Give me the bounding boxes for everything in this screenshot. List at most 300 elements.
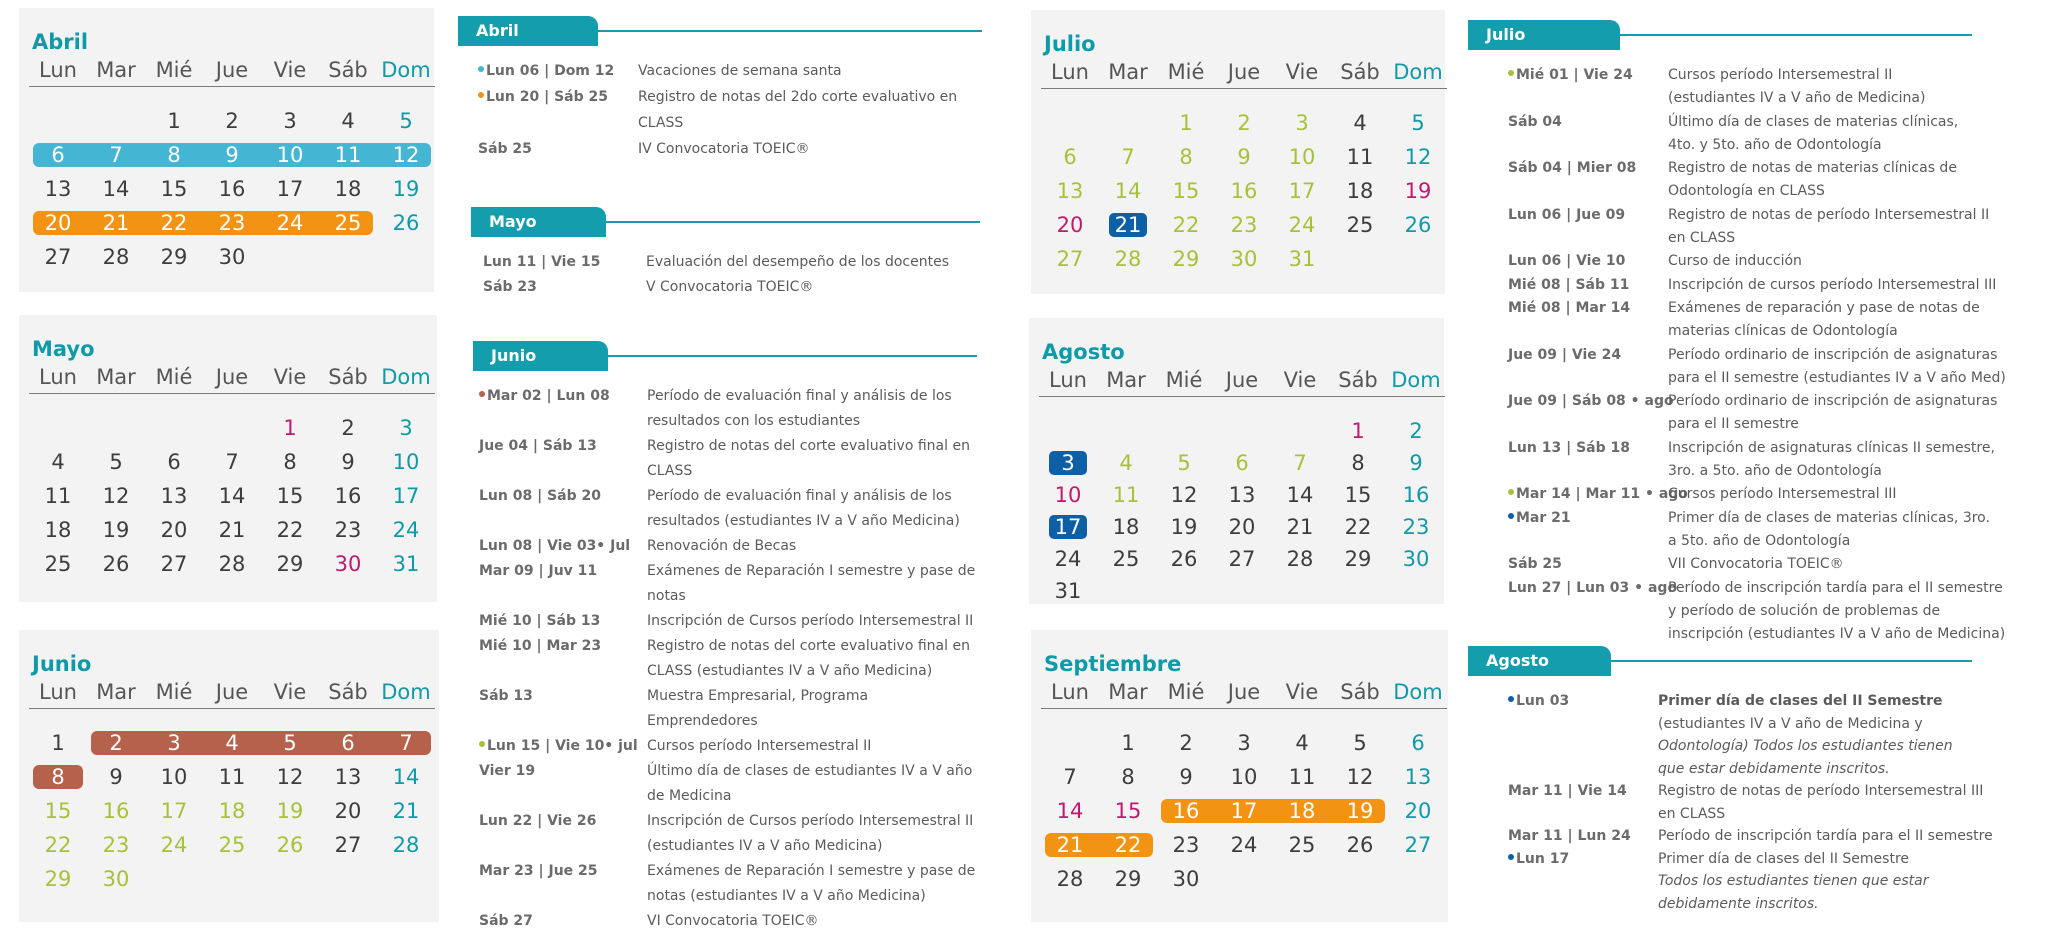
event-text: Primer día de clases del II Semestre (1658, 693, 1943, 709)
day-22: 22 (160, 211, 188, 235)
event-date-text: Jue 09 | Vie 24 (1508, 346, 1622, 363)
event-date (479, 735, 638, 758)
day-3: 3 (399, 416, 413, 440)
day-empty (261, 240, 319, 274)
event-date (1508, 297, 1630, 320)
day-13: 13 (44, 177, 72, 201)
day-21: 21 (392, 799, 420, 823)
day-4: 4 (1353, 111, 1367, 135)
day-6: 6 (167, 450, 181, 474)
weekday-0: Lun (1051, 60, 1089, 84)
day-4: 4 (225, 731, 239, 755)
event-text: Último día de clases de estudiantes IV a V año (647, 763, 973, 779)
weekday-1: Mar (1108, 60, 1148, 84)
day-10: 10 (1288, 145, 1316, 169)
calendar-grid (1041, 726, 1447, 896)
day-25: 25 (1346, 213, 1374, 237)
day-empty (1331, 242, 1389, 276)
day-30: 30 (218, 245, 246, 269)
event-date-text: Sáb 25 (478, 141, 532, 157)
day-26: 26 (276, 833, 304, 857)
day-10: 10 (276, 143, 304, 167)
event-text: en CLASS (1668, 230, 1736, 247)
section-rule (602, 355, 977, 357)
bullet-dot (1508, 696, 1514, 702)
event-date-text: Sáb 25 (1508, 556, 1562, 573)
event-date (479, 910, 533, 933)
weekday-1: Mar (1108, 680, 1148, 704)
event-text: VI Convocatoria TOEIC® (647, 913, 819, 929)
event-text: Primer día de clases de materias clínicas, 3ro. (1668, 509, 1990, 526)
day-3: 3 (283, 109, 297, 133)
event-text: Registro de notas del corte evaluativo final en (647, 638, 970, 654)
day-7: 7 (399, 731, 413, 755)
day-5: 5 (1177, 451, 1191, 475)
calendar-mayo (19, 315, 437, 602)
day-12: 12 (1170, 483, 1198, 507)
calendar-title: Junio (32, 652, 92, 676)
section-julio (1468, 20, 2006, 643)
event-text: Evaluación del desempeño de los docentes (646, 254, 949, 270)
weekday-header (1041, 60, 1447, 89)
day-28: 28 (1286, 547, 1314, 571)
day-22: 22 (1114, 833, 1142, 857)
section-agosto (1468, 646, 1993, 912)
day-empty (29, 104, 87, 138)
day-25: 25 (334, 211, 362, 235)
day-18: 18 (1346, 179, 1374, 203)
event-date (1508, 825, 1631, 848)
event-date (479, 485, 601, 508)
day-empty (1041, 726, 1099, 760)
day-empty (1271, 414, 1329, 446)
day-8: 8 (283, 450, 297, 474)
event-date-text: Lun 22 | Vie 26 (479, 813, 597, 829)
weekday-2: Mié (155, 58, 193, 82)
day-4: 4 (51, 450, 65, 474)
day-28: 28 (1114, 247, 1142, 271)
day-empty (1097, 414, 1155, 446)
day-empty (1041, 106, 1099, 140)
weekday-5: Sáb (328, 365, 368, 389)
weekday-header (29, 680, 435, 709)
day-10: 10 (1230, 765, 1258, 789)
day-empty (1329, 574, 1387, 606)
event-date-text: Sáb 04 (1508, 113, 1562, 130)
event-date (479, 685, 533, 708)
event-date-text: Lun 27 | Lun 03 • ago (1508, 579, 1678, 596)
event-date-text: Mié 10 | Sáb 13 (479, 613, 601, 629)
weekday-header (1041, 680, 1447, 709)
event-date-text: Mar 11 | Vie 14 (1508, 783, 1627, 799)
day-1: 1 (1179, 111, 1193, 135)
event-date (479, 560, 597, 583)
day-22: 22 (44, 833, 72, 857)
day-1: 1 (1351, 419, 1365, 443)
day-5: 5 (283, 731, 297, 755)
weekday-3: Jue (1227, 60, 1261, 84)
event-date-text: Mié 10 | Mar 23 (479, 638, 602, 654)
day-20: 20 (44, 211, 72, 235)
event-text: 3ro. a 5to. año de Odontología (1668, 463, 1882, 480)
day-13: 13 (1404, 765, 1432, 789)
day-18: 18 (1112, 515, 1140, 539)
event-date (478, 86, 608, 109)
weekday-4: Vie (273, 58, 307, 82)
day-7: 7 (1063, 765, 1077, 789)
event-text: Odontología en CLASS (1668, 183, 1825, 200)
event-date (479, 760, 535, 783)
day-empty (377, 862, 435, 896)
event-text: de Medicina (647, 788, 732, 804)
event-date-text: Mar 02 | Lun 08 (487, 388, 610, 404)
weekday-0: Lun (1049, 368, 1087, 392)
day-3: 3 (1039, 446, 1097, 478)
event-date-text: Lun 08 | Sáb 20 (479, 488, 601, 504)
day-16: 16 (1230, 179, 1258, 203)
day-29: 29 (44, 867, 72, 891)
event-text: Período de evaluación final y análisis de los (647, 388, 952, 404)
day-7: 7 (1293, 451, 1307, 475)
day-21: 21 (218, 518, 246, 542)
day-22: 22 (1344, 515, 1372, 539)
day-28: 28 (102, 245, 130, 269)
weekday-1: Mar (96, 58, 136, 82)
event-text: en CLASS (1658, 805, 1726, 822)
calendar-title: Abril (32, 30, 89, 54)
day-14: 14 (392, 765, 420, 789)
day-5: 5 (109, 450, 123, 474)
calendar-abril (19, 8, 434, 292)
event-text: debidamente inscritos. (1658, 895, 1819, 912)
day-15: 15 (44, 799, 72, 823)
day-25: 25 (218, 833, 246, 857)
day-1: 1 (167, 109, 181, 133)
day-11: 11 (1288, 765, 1316, 789)
day-13: 13 (1056, 179, 1084, 203)
event-date (1508, 64, 1633, 87)
day-empty (87, 104, 145, 138)
event-date-text: Mar 14 | Mar 11 • ago (1516, 486, 1688, 503)
day-16: 16 (218, 177, 246, 201)
section-title: Agosto (1468, 646, 1611, 676)
event-text: Período ordinario de inscripción de asignaturas (1668, 393, 1998, 410)
event-date (478, 60, 614, 83)
day-24: 24 (160, 833, 188, 857)
weekday-6: Dom (1393, 680, 1443, 704)
day-13: 13 (1228, 483, 1256, 507)
day-20: 20 (334, 799, 362, 823)
day-7: 7 (109, 143, 123, 167)
event-text: VII Convocatoria TOEIC® (1668, 556, 1844, 573)
day-12: 12 (102, 484, 130, 508)
day-12: 12 (1404, 145, 1432, 169)
weekday-1: Mar (1106, 368, 1146, 392)
event-date (479, 610, 600, 633)
day-14: 14 (102, 177, 130, 201)
day-31: 31 (392, 552, 420, 576)
section-junio (473, 341, 993, 931)
day-15: 15 (1172, 179, 1200, 203)
event-date-text: Lun 06 | Vie 10 (1508, 253, 1626, 270)
event-text: notas (estudiantes IV a V año Medicina) (647, 888, 926, 904)
event-text: Último día de clases de materias clínicas, (1668, 113, 1959, 130)
day-27: 27 (334, 833, 362, 857)
event-text: CLASS (647, 463, 693, 479)
weekday-6: Dom (1391, 368, 1441, 392)
day-5: 5 (1411, 111, 1425, 135)
day-29: 29 (1172, 247, 1200, 271)
day-29: 29 (1114, 867, 1142, 891)
event-date-text: Sáb 27 (479, 913, 533, 929)
day-23: 23 (1172, 833, 1200, 857)
weekday-header (29, 365, 435, 394)
weekday-3: Jue (1227, 680, 1261, 704)
event-date-text: Mar 21 (1516, 509, 1571, 526)
event-text: Inscripción de cursos período Intersemestral III (1668, 276, 1997, 293)
event-date (1508, 577, 1677, 600)
event-date (479, 635, 601, 658)
event-text: Cursos período Intersemestral II (1668, 67, 1893, 83)
day-empty (377, 240, 435, 274)
day-8: 8 (51, 765, 65, 789)
event-date-text: Lun 13 | Sáb 18 (1508, 439, 1630, 456)
day-18: 18 (1288, 799, 1316, 823)
event-date (479, 810, 596, 833)
day-19: 19 (392, 177, 420, 201)
day-14: 14 (218, 484, 246, 508)
day-11: 11 (218, 765, 246, 789)
calendar-title: Julio (1044, 32, 1096, 56)
day-9: 9 (1179, 765, 1193, 789)
event-date-text: Lun 06 | Dom 12 (486, 63, 615, 79)
day-22: 22 (1172, 213, 1200, 237)
day-20: 20 (160, 518, 188, 542)
event-text: Período de inscripción tardía para el II semestre (1658, 828, 1993, 844)
day-empty (1039, 414, 1097, 446)
day-6: 6 (1063, 145, 1077, 169)
day-9: 9 (109, 765, 123, 789)
calendar-title: Septiembre (1044, 652, 1182, 676)
day-29: 29 (276, 552, 304, 576)
event-date-text: Sáb 04 | Mier 08 (1508, 160, 1637, 177)
weekday-1: Mar (96, 680, 136, 704)
day-26: 26 (1404, 213, 1432, 237)
section-title: Julio (1468, 20, 1620, 50)
event-date (479, 535, 630, 558)
day-3: 3 (167, 731, 181, 755)
event-text: Exámenes de reparación y pase de notas de (1668, 300, 1980, 316)
event-text: Renovación de Becas (647, 538, 797, 554)
calendar-agosto (1029, 318, 1444, 604)
day-22: 22 (276, 518, 304, 542)
event-date-text: Mié 01 | Vie 24 (1516, 67, 1633, 83)
day-28: 28 (392, 833, 420, 857)
event-date (1508, 507, 1571, 530)
section-rule (592, 30, 982, 32)
event-text: Muestra Empresarial, Programa (647, 688, 869, 704)
event-text: Exámenes de Reparación I semestre y pase de (647, 563, 976, 579)
calendar-julio (1031, 10, 1445, 294)
event-text: a 5to. año de Odontología (1668, 532, 1851, 549)
day-7: 7 (1121, 145, 1135, 169)
day-20: 20 (1228, 515, 1256, 539)
day-empty (203, 862, 261, 896)
weekday-3: Jue (215, 365, 249, 389)
day-8: 8 (1179, 145, 1193, 169)
day-26: 26 (1170, 547, 1198, 571)
event-date-text: Sáb 23 (483, 279, 537, 295)
calendar-grid (29, 411, 435, 581)
event-text: 4to. y 5to. año de Odontología (1668, 136, 1882, 153)
day-6: 6 (1411, 731, 1425, 755)
day-empty (1389, 862, 1447, 896)
day-17: 17 (276, 177, 304, 201)
day-15: 15 (1344, 483, 1372, 507)
event-text: Registro de notas del corte evaluativo final en (647, 438, 970, 454)
day-27: 27 (160, 552, 188, 576)
weekday-4: Vie (1283, 368, 1317, 392)
event-date (1508, 250, 1625, 273)
event-date (479, 435, 597, 458)
day-30: 30 (1402, 547, 1430, 571)
day-16: 16 (102, 799, 130, 823)
weekday-2: Mié (1167, 680, 1205, 704)
calendar-grid (29, 726, 435, 896)
bullet-dot (479, 391, 485, 397)
event-text: (estudiantes IV a V año de Medicina y (1658, 715, 1923, 732)
event-date-text: Jue 09 | Sáb 08 • ago (1508, 393, 1674, 410)
event-date (1508, 204, 1625, 227)
day-29: 29 (160, 245, 188, 269)
event-date (1508, 690, 1569, 713)
day-12: 12 (276, 765, 304, 789)
event-date (1508, 848, 1569, 871)
day-2: 2 (225, 109, 239, 133)
event-date-text: Mié 08 | Sáb 11 (1508, 276, 1630, 293)
day-10: 10 (1054, 483, 1082, 507)
event-text: CLASS (638, 115, 684, 131)
day-19: 19 (1170, 515, 1198, 539)
weekday-6: Dom (1393, 60, 1443, 84)
day-30: 30 (102, 867, 130, 891)
day-24: 24 (1054, 547, 1082, 571)
weekday-5: Sáb (1340, 60, 1380, 84)
bullet-dot (1508, 489, 1514, 495)
day-empty (1271, 574, 1329, 606)
event-text: Período de inscripción tardía para el II semestre (1668, 579, 2003, 596)
day-27: 27 (1228, 547, 1256, 571)
section-rule (600, 221, 980, 223)
day-8: 8 (1121, 765, 1135, 789)
section-title: Abril (458, 16, 598, 46)
day-empty (1099, 106, 1157, 140)
day-4: 4 (1119, 451, 1133, 475)
day-25: 25 (1288, 833, 1316, 857)
day-empty (87, 411, 145, 445)
event-text: IV Convocatoria TOEIC® (638, 141, 810, 157)
calendar-title: Agosto (1042, 340, 1125, 364)
day-28: 28 (1056, 867, 1084, 891)
day-1: 1 (1121, 731, 1135, 755)
event-text: Todos los estudiantes tienen que estar (1658, 873, 1929, 889)
event-date (1508, 157, 1636, 180)
day-18: 18 (334, 177, 362, 201)
day-empty (203, 411, 261, 445)
calendar-grid (29, 104, 435, 274)
calendar-grid (1041, 106, 1447, 276)
day-30: 30 (334, 552, 362, 576)
section-rule (1614, 34, 1972, 36)
weekday-2: Mié (1167, 60, 1205, 84)
day-26: 26 (392, 211, 420, 235)
day-2: 2 (1179, 731, 1193, 755)
event-text: Registro de notas de período Intersemestral III (1658, 783, 1984, 799)
event-text: para el II semestre (1668, 416, 1799, 433)
day-3: 3 (1237, 731, 1251, 755)
day-15: 15 (276, 484, 304, 508)
day-2: 2 (109, 731, 123, 755)
event-text: V Convocatoria TOEIC® (646, 279, 814, 295)
day-19: 19 (102, 518, 130, 542)
day-19: 19 (1404, 179, 1432, 203)
weekday-0: Lun (39, 365, 77, 389)
day-19: 19 (1346, 799, 1374, 823)
event-date (478, 138, 532, 161)
event-date-text: Lun 06 | Jue 09 (1508, 206, 1626, 223)
weekday-6: Dom (381, 58, 431, 82)
event-text: Registro de notas de materias clínicas de (1668, 160, 1957, 177)
day-11: 11 (1346, 145, 1374, 169)
day-9: 9 (1409, 451, 1423, 475)
day-empty (1155, 414, 1213, 446)
day-1: 1 (51, 731, 65, 755)
calendar-title: Mayo (32, 337, 95, 361)
weekday-4: Vie (1285, 60, 1319, 84)
calendar-septiembre (1031, 630, 1448, 922)
event-date (483, 251, 600, 274)
weekday-6: Dom (381, 365, 431, 389)
day-17: 17 (1230, 799, 1258, 823)
day-11: 11 (1112, 483, 1140, 507)
day-4: 4 (1295, 731, 1309, 755)
bullet-dot (479, 741, 485, 747)
day-14: 14 (1286, 483, 1314, 507)
weekday-2: Mié (1165, 368, 1203, 392)
event-date-text: Jue 04 | Sáb 13 (479, 438, 597, 454)
day-14: 14 (1056, 799, 1084, 823)
event-text: Inscripción de Cursos período Intersemestral II (647, 613, 974, 629)
weekday-3: Jue (215, 58, 249, 82)
bullet-dot (478, 92, 484, 98)
day-27: 27 (1404, 833, 1432, 857)
event-date-text: Lun 20 | Sáb 25 (486, 89, 608, 105)
day-17: 17 (1039, 510, 1097, 542)
weekday-2: Mié (155, 680, 193, 704)
day-25: 25 (1112, 547, 1140, 571)
weekday-header (1039, 368, 1445, 397)
event-date-text: Mié 08 | Mar 14 (1508, 300, 1631, 316)
day-5: 5 (1353, 731, 1367, 755)
day-empty (1273, 862, 1331, 896)
calendar-junio (19, 630, 439, 922)
weekday-header (29, 58, 435, 87)
day-empty (145, 862, 203, 896)
event-text: que estar debidamente inscritos. (1658, 760, 1890, 777)
event-text: Primer día de clases del II Semestre (1658, 850, 1910, 867)
day-27: 27 (44, 245, 72, 269)
day-8: 8 (167, 143, 181, 167)
